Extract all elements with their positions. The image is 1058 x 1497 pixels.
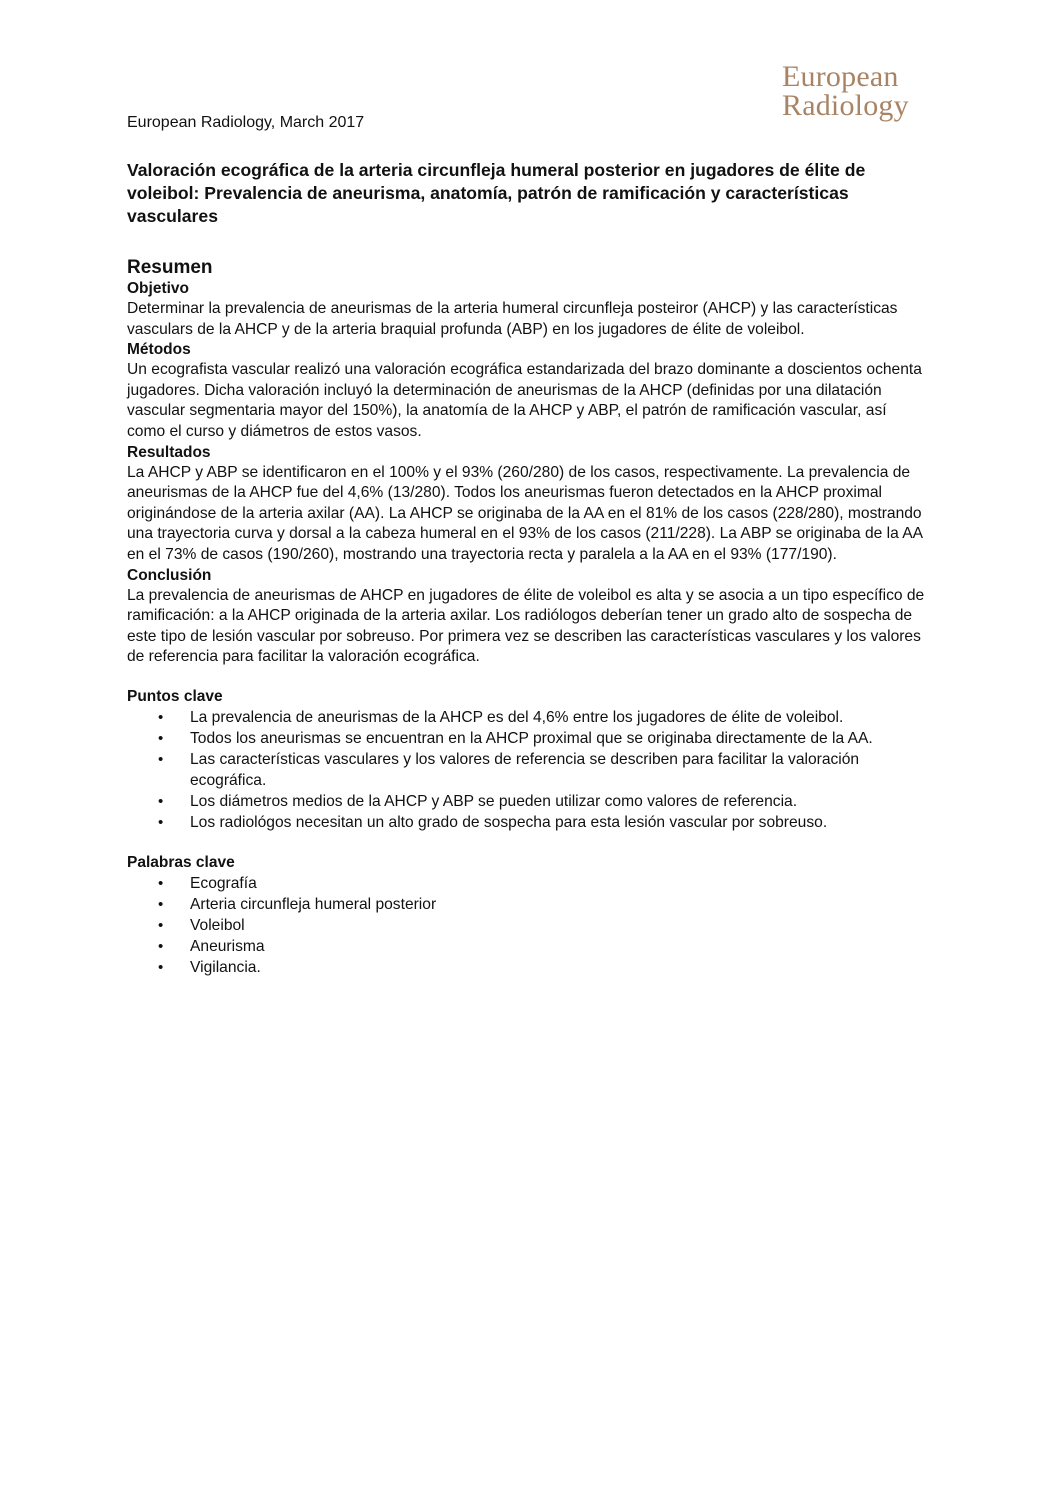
journal-logo-line-1: European [782, 60, 899, 93]
objective-heading: Objetivo [127, 280, 190, 297]
key-point-item: • Los diámetros medios de la AHCP y ABP se pueden utilizar como valores de referencia. [127, 791, 890, 812]
key-points-list [127, 707, 927, 833]
objective-text: Determinar la prevalencia de aneurismas de la arteria humeral circunfleja posteiror (AHCP) y las características vasculars de la AHCP y de la arteria braquial profunda (ABP) en los jugadores de élite de voleibol. [127, 300, 898, 338]
key-point-item: • Los radiológos necesitan un alto grado de sospecha para esta lesión vascular por sobreuso. [127, 812, 890, 833]
key-point-item: • Todos los aneurismas se encuentran en la AHCP proximal que se originaba directamente de la AA. [127, 728, 890, 749]
article-title: Valoración ecográfica de la arteria circunfleja humeral posterior en jugadores de élite de voleibol: Prevalencia de aneurisma, anatomía, patrón de ramificación y características vasculares [127, 160, 866, 226]
key-points-heading: Puntos clave [127, 687, 223, 705]
keyword-item: • Aneurisma [127, 936, 890, 957]
keyword-item: • Arteria circunfleja humeral posterior [127, 894, 890, 915]
journal-logo-line-2: Radiology [782, 89, 909, 122]
key-point-item: • Las características vasculares y los valores de referencia se describen para facilitar la valoración ecográfica. [127, 749, 890, 791]
abstract-heading: Resumen [127, 257, 213, 278]
journal-logo [782, 62, 909, 120]
keywords-list [127, 873, 927, 978]
keyword-item: • Voleibol [127, 915, 890, 936]
methods-heading: Métodos [127, 341, 191, 359]
methods-text: Un ecografista vascular realizó una valoración ecográfica estandarizada del brazo dominante a doscientos ochenta jugadores. Dicha valoración incluyó la determinación de aneurismas de la AHCP (definidas por una dilatación vascular segmentaria mayor del 150%), la anatomía de la AHCP y ABP, el patrón de ramificación vascular, así como el curso y diámetros de estos vasos. [127, 361, 922, 440]
keyword-item: • Vigilancia. [127, 957, 890, 978]
article-content [127, 159, 927, 978]
journal-citation-line: European Radiology, March 2017 [127, 114, 365, 131]
results-heading: Resultados [127, 443, 211, 461]
conclusion-heading: Conclusión [127, 566, 212, 584]
key-point-item: • La prevalencia de aneurismas de la AHCP es del 4,6% entre los jugadores de élite de voleibol. [127, 707, 890, 728]
keywords-heading: Palabras clave [127, 853, 235, 871]
keyword-item: • Ecografía [127, 873, 890, 894]
conclusion-text: La prevalencia de aneurismas de AHCP en jugadores de élite de voleibol es alta y se asocia a un tipo específico de ramificación: a la AHCP originada de la arteria axilar. Los radiólogos deberían tener un grado alto de sospecha de este tipo de lesión vascular por sobreuso. Por primera vez se describen las características vasculares y los valores de referencia para facilitar la valoración ecográfica. [127, 586, 925, 666]
results-text: La AHCP y ABP se identificaron en el 100% y el 93% (260/280) de los casos, respectivamente. La prevalencia de aneurismas de la AHCP fue del 4,6% (13/280). Todos los aneurismas fueron detectados en la AHCP proximal originándose de la arteria axilar (AA). La AHCP se originaba de la AA en el 81% de los casos (228/280), mostrando una trayectoria curva y dorsal a la cabeza humeral en el 93% de los casos (211/228). La ABP se originaba de la AA en el 73% de casos (190/260), mostrando una trayectoria recta y paralela a la AA en el 93% (177/190). [127, 463, 923, 563]
